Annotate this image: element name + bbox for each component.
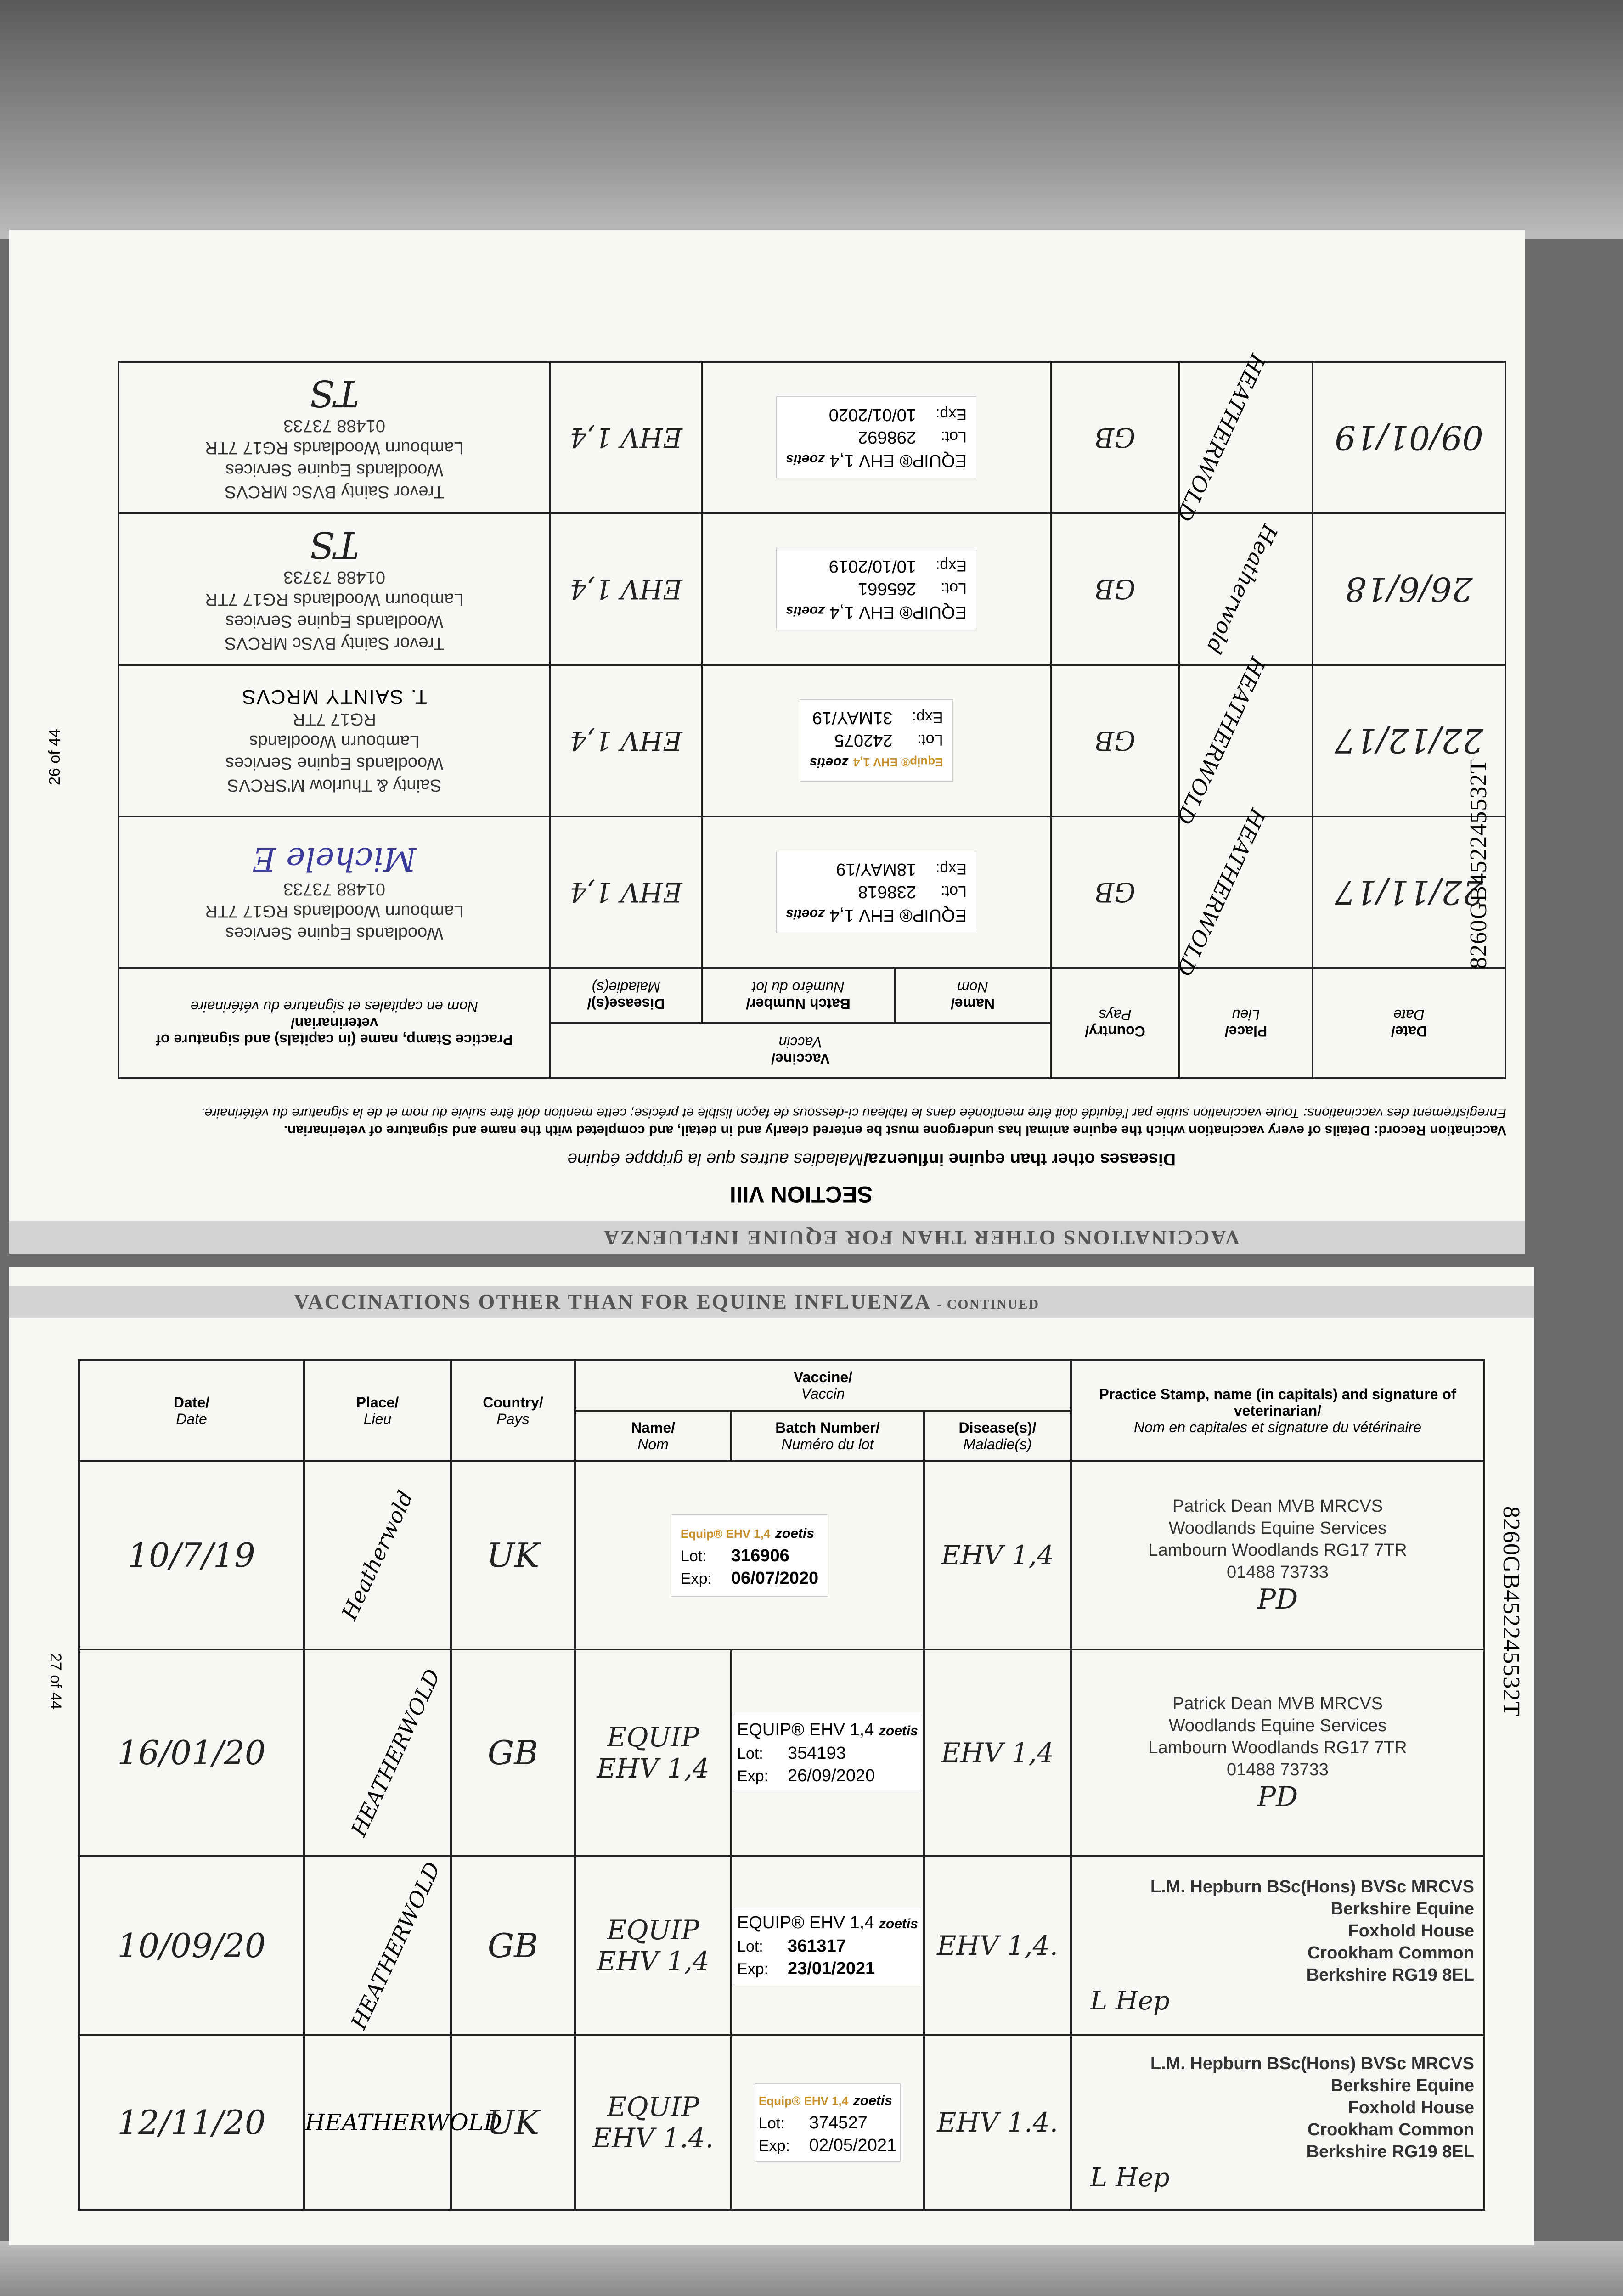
row-country: GB [1051, 362, 1179, 513]
section-subtitle: Diseases other than equine influenza/Maladies autres que la gripppe équine [567, 1149, 1176, 1169]
row-vaccine-name: EQUIP EHV 1.4. [575, 2035, 731, 2210]
row-vaccine-sticker [702, 816, 1051, 968]
row-practice-stamp [118, 513, 550, 665]
header-date: Date/ Date [1313, 968, 1505, 1078]
row-disease: EHV 1,4 [550, 362, 702, 513]
passport-number: 8260GB452245532T [1498, 1506, 1524, 1716]
page-number: 27 of 44 [47, 1653, 64, 1710]
vet-signature: TS [309, 372, 360, 415]
row-disease: EHV 1,4 [550, 665, 702, 816]
batch-sticker: EQUIP® EHV 1,4 zoetis Lot: 361317 Exp: 23/01/2021 [733, 1907, 922, 1985]
batch-sticker: EQUIP® EHV 1,4 zoetis Lot:298692 Exp:10/01/2020 [776, 397, 976, 479]
vet-signature: Michele E [252, 840, 417, 878]
header-country: Country/ Pays [1051, 968, 1179, 1078]
row-date: 10/7/19 [79, 1461, 304, 1649]
vet-name-stamp: T. SAINTY MRCVS [241, 686, 428, 708]
practice-stamp: L.M. Hepburn BSc(Hons) BVSc MRCVS Berkshire Equine Foxhold House Crookham Common Berkshire RG19 8EL [1150, 1877, 1474, 1985]
row-date: 26/6/18 [1313, 513, 1505, 665]
row-practice-stamp [1071, 1856, 1484, 2035]
header-place: Place/ Lieu [304, 1360, 451, 1461]
row-practice-stamp [1071, 2035, 1484, 2210]
practice-stamp: Woodlands Equine Services Lambourn Woodlands RG17 7TR 01488 73733 [205, 879, 464, 943]
table-row [118, 816, 1505, 968]
row-date: 16/01/20 [79, 1649, 304, 1856]
row-country: GB [1051, 816, 1179, 968]
vet-signature: PD [1257, 1583, 1298, 1615]
passport-page-27 [9, 1267, 1534, 2245]
row-country: UK [451, 1461, 575, 1649]
row-date: 09/01/19 [1313, 362, 1505, 513]
page-number: 26 of 44 [46, 729, 63, 785]
row-practice-stamp [118, 665, 550, 816]
row-vaccine-sticker [702, 665, 1051, 816]
header-place: Place/ Lieu [1179, 968, 1313, 1078]
row-place: HEATHERWOLD [304, 2035, 451, 2210]
row-country: GB [451, 1649, 575, 1856]
row-disease: EHV 1,4 [924, 1461, 1071, 1649]
scanner-background-top [0, 0, 1623, 239]
header-disease: Disease(s)/ Maladie(s) [550, 968, 702, 1023]
header-batch: Batch Number/ Numéro du lot [731, 1411, 924, 1461]
row-vaccine-sticker [702, 362, 1051, 513]
row-disease: EHV 1.4. [924, 2035, 1071, 2210]
row-place: Heatherwold [1179, 513, 1313, 665]
row-vaccine-sticker [702, 513, 1051, 665]
practice-stamp: Patrick Dean MVB MRCVS Woodlands Equine Services Lambourn Woodlands RG17 7TR 01488 73733 [1148, 1497, 1407, 1582]
vaccination-table-page-27 [78, 1359, 1485, 2211]
table-row [79, 1649, 1484, 1856]
vet-signature: PD [1257, 1781, 1298, 1813]
row-vaccine-name: EQUIP EHV 1,4 [575, 1649, 731, 1856]
row-date: 22/12/17 [1313, 665, 1505, 816]
row-place: HEATHERWOLD [1179, 816, 1313, 968]
vaccination-table-page-26 [118, 350, 1506, 1079]
header-name: Name/ Nom [575, 1411, 731, 1461]
header-date: Date/ Date [79, 1360, 304, 1461]
batch-sticker: EQUIP® EHV 1,4 zoetis Lot:238618 Exp:18MAY/19 [776, 851, 976, 934]
row-place: Heatherwold [304, 1461, 451, 1649]
row-vaccine-sticker [731, 1856, 924, 2035]
row-practice-stamp [118, 362, 550, 513]
vet-signature: TS [309, 523, 360, 567]
row-place: HEATHERWOLD [1179, 362, 1313, 513]
section-title: SECTION VIII [729, 1182, 873, 1207]
row-vaccine-sticker [575, 1461, 924, 1649]
practice-stamp: Trevor Sainty BVSc MRCVS Woodlands Equine Services Lambourn Woodlands RG17 7TR 01488 73733 [205, 416, 464, 502]
table-row [79, 2035, 1484, 2210]
row-place: HEATHERWOLD [1179, 665, 1313, 816]
header-vaccine: Vaccine/ Vaccin [550, 1023, 1051, 1078]
row-country: UK [451, 2035, 575, 2210]
header-disease: Disease(s)/ Maladie(s) [924, 1411, 1071, 1461]
vaccination-record-note: Vaccination Record: Details of every vaccination which the equine animal has undergone must be entered clearly and in detail, and completed with the name and signature of veterinarian. Enregistrement des vaccinations: Toute vaccination subie par l'équidé doit être mentionée dans le tableau ci-dessous de façon lisible et précise; cette mention doit être suivie du nom et de la signature du vétérinaire. [201, 1105, 1506, 1138]
row-practice-stamp [1071, 1461, 1484, 1649]
header-batch: Batch Number/ Numéro du lot [702, 968, 895, 1023]
row-practice-stamp [118, 816, 550, 968]
practice-stamp: Patrick Dean MVB MRCVS Woodlands Equine Services Lambourn Woodlands RG17 7TR 01488 73733 [1148, 1694, 1407, 1779]
row-date: 10/09/20 [79, 1856, 304, 2035]
row-date: 12/11/20 [79, 2035, 304, 2210]
row-disease: EHV 1,4. [924, 1856, 1071, 2035]
row-practice-stamp [1071, 1649, 1484, 1856]
header-practice-stamp: Practice Stamp, name (in capitals) and signature of veterinarian/ Nom en capitales et signature du vétérinaire [1071, 1360, 1484, 1461]
row-disease: EHV 1,4 [550, 513, 702, 665]
batch-sticker: Equip® EHV 1,4 zoetis Lot: 374527 Exp: 02/05/2021 [755, 2083, 901, 2162]
row-disease: EHV 1,4 [550, 816, 702, 968]
row-date: 22/11/17 [1313, 816, 1505, 968]
row-place: HEATHERWOLD [304, 1856, 451, 2035]
vet-signature: L Hep [1090, 1986, 1170, 2016]
row-disease: EHV 1,4 [924, 1649, 1071, 1856]
row-country: GB [451, 1856, 575, 2035]
page-banner: VACCINATIONS OTHER THAN FOR EQUINE INFLUENZA - CONTINUED [9, 1286, 1534, 1318]
vet-signature: L Hep [1090, 2162, 1170, 2193]
practice-stamp: Sainty & Thurlow M'SRCVS Woodlands Equine Services Lambourn Woodlands RG17 7TR [225, 709, 444, 795]
table-row [118, 665, 1505, 816]
page-26-rotated-content [9, 230, 1525, 1254]
practice-stamp: Trevor Sainty BVSc MRCVS Woodlands Equine Services Lambourn Woodlands RG17 7TR 01488 73733 [205, 568, 464, 653]
header-practice-stamp: Practice Stamp, name (in capitals) and signature of veterinarian/ Nom en capitales et signature du vétérinaire [118, 968, 550, 1078]
row-country: GB [1051, 513, 1179, 665]
row-place: HEATHERWOLD [304, 1649, 451, 1856]
batch-sticker: Equip® EHV 1,4 zoetis Lot: 316906 Exp: 06/07/2020 [671, 1514, 828, 1597]
row-country: GB [1051, 665, 1179, 816]
batch-sticker: EQUIP® EHV 1,4 zoetis Lot:265661 Exp:10/10/2019 [776, 548, 976, 630]
table-row [118, 362, 1505, 513]
practice-stamp: L.M. Hepburn BSc(Hons) BVSc MRCVS Berkshire Equine Foxhold House Crookham Common Berkshire RG19 8EL [1150, 2054, 1474, 2161]
page-banner: VACCINATIONS OTHER THAN FOR EQUINE INFLUENZA [9, 1221, 1525, 1254]
batch-sticker: Equip® EHV 1,4 zoetis Lot:242075 Exp:31MAY/19 [800, 700, 953, 782]
row-vaccine-sticker [731, 2035, 924, 2210]
batch-sticker: EQUIP® EHV 1,4 zoetis Lot: 354193 Exp: 26/09/2020 [733, 1714, 922, 1792]
passport-number: 8260GB452245532T [1465, 759, 1492, 969]
table-row [79, 1856, 1484, 2035]
row-vaccine-name: EQUIP EHV 1,4 [575, 1856, 731, 2035]
table-row [118, 513, 1505, 665]
header-country: Country/ Pays [451, 1360, 575, 1461]
header-vaccine: Vaccine/ Vaccin [575, 1360, 1071, 1411]
passport-page-26 [9, 230, 1525, 1254]
header-name: Name/ Nom [895, 968, 1051, 1023]
row-vaccine-sticker [731, 1649, 924, 1856]
table-row [79, 1461, 1484, 1649]
scanner-background-bottom [0, 2241, 1623, 2296]
